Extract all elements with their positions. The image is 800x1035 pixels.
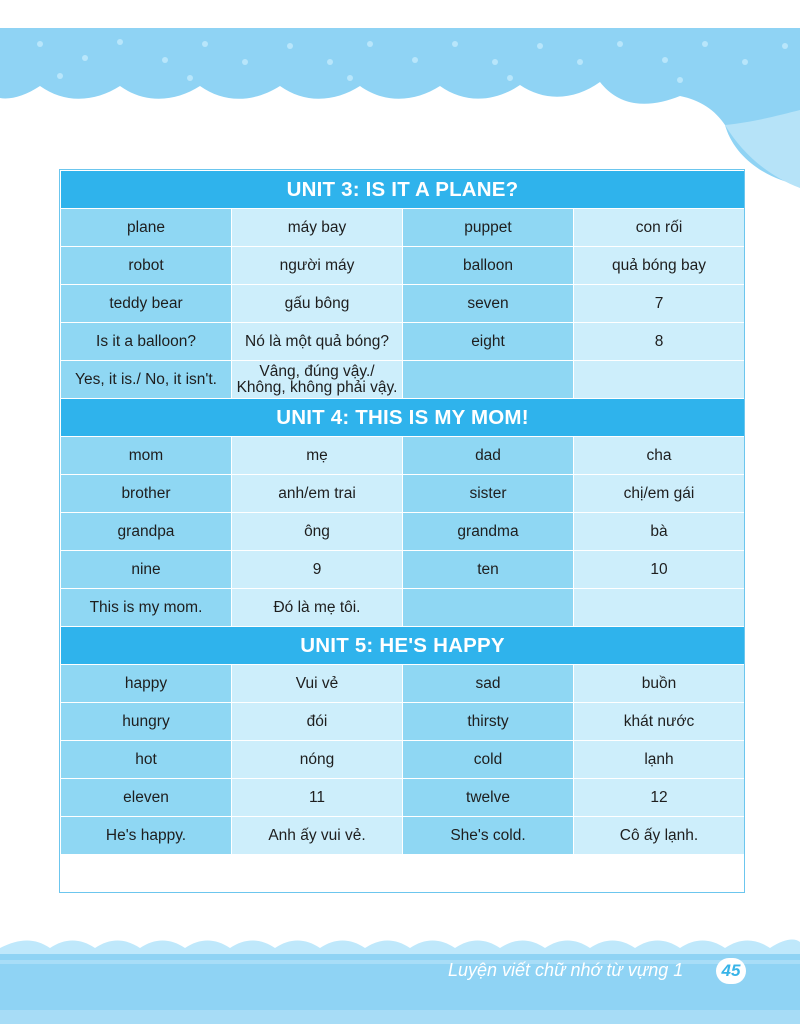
vietnamese-meaning-cell: con rối [574, 209, 745, 247]
english-term-cell: She's cold. [403, 817, 574, 855]
unit-title: UNIT 4: THIS IS MY MOM! [61, 399, 745, 437]
english-term-cell: brother [61, 475, 232, 513]
table-row [61, 437, 745, 475]
page-number-badge: 45 [716, 958, 746, 984]
vietnamese-meaning-cell: mẹ [232, 437, 403, 475]
english-term-cell: puppet [403, 209, 574, 247]
english-term-cell: Yes, it is./ No, it isn't. [61, 361, 232, 399]
english-term-cell: happy [61, 665, 232, 703]
vietnamese-meaning-cell: Vui vẻ [232, 665, 403, 703]
vietnamese-meaning-cell: nóng [232, 741, 403, 779]
vietnamese-meaning-cell: lạnh [574, 741, 745, 779]
vietnamese-meaning-cell: người máy [232, 247, 403, 285]
english-term-cell: grandpa [61, 513, 232, 551]
bottom-wave-decoration [0, 930, 800, 1035]
table-row [61, 247, 745, 285]
english-term-cell: ten [403, 551, 574, 589]
table-row [61, 551, 745, 589]
vietnamese-meaning-cell: gấu bông [232, 285, 403, 323]
vietnamese-meaning-cell: Đó là mẹ tôi. [232, 589, 403, 627]
unit-header-row [61, 171, 745, 209]
table-row [61, 209, 745, 247]
english-term-cell: plane [61, 209, 232, 247]
unit-header-row [61, 399, 745, 437]
vietnamese-meaning-cell: ông [232, 513, 403, 551]
english-term-cell [403, 589, 574, 627]
table-row [61, 817, 745, 855]
vietnamese-meaning-cell [574, 589, 745, 627]
vietnamese-meaning-cell: chị/em gái [574, 475, 745, 513]
english-term-cell: dad [403, 437, 574, 475]
vietnamese-meaning-cell: 11 [232, 779, 403, 817]
unit-title: UNIT 3: IS IT A PLANE? [61, 171, 745, 209]
unit-header-row [61, 627, 745, 665]
english-term-cell: twelve [403, 779, 574, 817]
table-row [61, 323, 745, 361]
english-term-cell: robot [61, 247, 232, 285]
english-term-cell: nine [61, 551, 232, 589]
table-row [61, 285, 745, 323]
english-term-cell: mom [61, 437, 232, 475]
vietnamese-meaning-cell: 12 [574, 779, 745, 817]
table-row [61, 513, 745, 551]
english-term-cell: seven [403, 285, 574, 323]
english-term-cell: hot [61, 741, 232, 779]
vietnamese-meaning-cell: bà [574, 513, 745, 551]
english-term-cell [403, 361, 574, 399]
vietnamese-meaning-cell: Vâng, đúng vậy./ Không, không phải vậy. [232, 361, 403, 399]
vietnamese-meaning-cell: máy bay [232, 209, 403, 247]
table-row [61, 779, 745, 817]
vietnamese-meaning-cell: khát nước [574, 703, 745, 741]
vietnamese-meaning-cell: Anh ấy vui vẻ. [232, 817, 403, 855]
english-term-cell: hungry [61, 703, 232, 741]
table-row [61, 589, 745, 627]
english-term-cell: sister [403, 475, 574, 513]
vietnamese-meaning-cell: 7 [574, 285, 745, 323]
vietnamese-meaning-cell: anh/em trai [232, 475, 403, 513]
english-term-cell: sad [403, 665, 574, 703]
vietnamese-meaning-cell: quả bóng bay [574, 247, 745, 285]
english-term-cell: He's happy. [61, 817, 232, 855]
vietnamese-meaning-cell: đói [232, 703, 403, 741]
book-title-footer: Luyện viết chữ nhớ từ vựng 1 [448, 960, 684, 980]
table-row [61, 475, 745, 513]
vietnamese-meaning-cell: 9 [232, 551, 403, 589]
english-term-cell: eight [403, 323, 574, 361]
vietnamese-meaning-cell: buồn [574, 665, 745, 703]
vietnamese-meaning-cell: Nó là một quả bóng? [232, 323, 403, 361]
vietnamese-meaning-cell [574, 361, 745, 399]
vietnamese-meaning-cell: 8 [574, 323, 745, 361]
table-row [61, 361, 745, 399]
vietnamese-meaning-cell: Cô ấy lạnh. [574, 817, 745, 855]
english-term-cell: grandma [403, 513, 574, 551]
unit-title: UNIT 5: HE'S HAPPY [61, 627, 745, 665]
english-term-cell: Is it a balloon? [61, 323, 232, 361]
vocabulary-table [60, 170, 745, 855]
english-term-cell: balloon [403, 247, 574, 285]
english-term-cell: cold [403, 741, 574, 779]
english-term-cell: eleven [61, 779, 232, 817]
table-row [61, 703, 745, 741]
english-term-cell: teddy bear [61, 285, 232, 323]
table-row [61, 741, 745, 779]
vietnamese-meaning-cell: 10 [574, 551, 745, 589]
table-row [61, 665, 745, 703]
english-term-cell: This is my mom. [61, 589, 232, 627]
english-term-cell: thirsty [403, 703, 574, 741]
vietnamese-meaning-cell: cha [574, 437, 745, 475]
